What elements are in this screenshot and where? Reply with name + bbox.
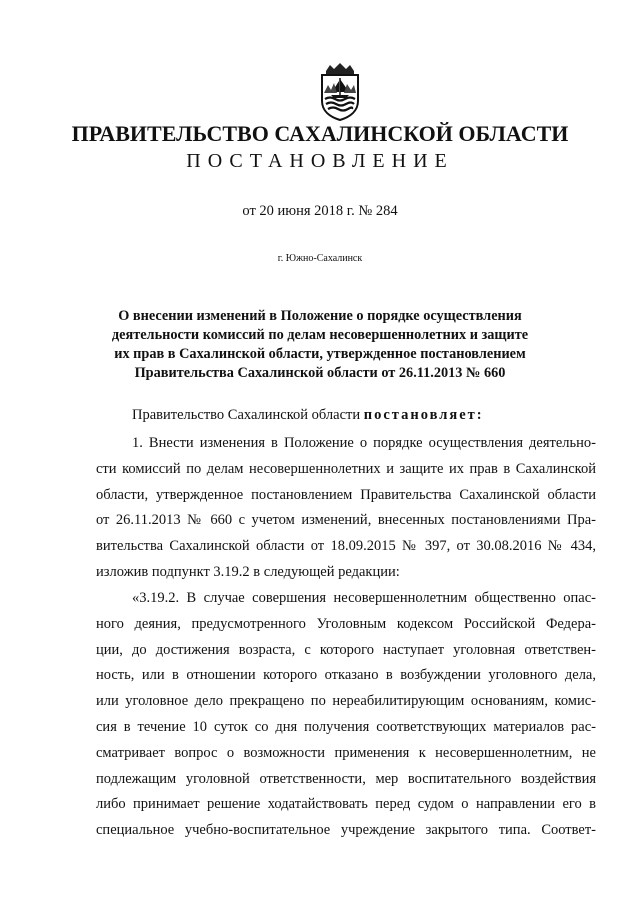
item-1-line: области, утвержденное постановлением Правительства Сахалинской области	[96, 486, 596, 503]
item-1	[96, 431, 596, 586]
item-1-line: сти комиссий по делам несовершеннолетних и защите их прав в Сахалинской	[96, 460, 596, 477]
item-1-line: вительства Сахалинской области от 18.09.2015 № 397, от 30.08.2016 № 434,	[96, 538, 596, 555]
quote-line: «3.19.2. В случае совершения несовершеннолетним общественно опас-	[132, 590, 596, 606]
quote-line: сия в течение 10 суток со дня получения соответствующих материалов рас-	[96, 718, 596, 735]
preamble	[96, 403, 596, 429]
government-title: ПРАВИТЕЛЬСТВО САХАЛИНСКОЙ ОБЛАСТИ	[71, 121, 569, 146]
preamble-line	[96, 403, 596, 429]
quote-line: подлежащим уголовной ответственности, мер воспитательного воздействия	[96, 770, 596, 787]
quote-line: либо принимает решение ходатайствовать перед судом о направлении его в	[96, 796, 596, 813]
quote-line: сматривает вопрос о возможности применения к несовершеннолетним, не	[96, 744, 596, 761]
quote-line: ции, до достижения возраста, с которого наступает уголовная ответствен-	[96, 641, 596, 658]
preamble-emphasis: постановляет:	[363, 407, 484, 423]
heading-line: О внесении изменений в Положение о порядке осуществления	[118, 308, 522, 324]
item-1-line: изложив подпункт 3.19.2 в следующей редакции:	[96, 563, 400, 580]
quote-line: специальное учебно-воспитательное учреждение закрытого типа. Соответ-	[96, 822, 596, 839]
heading-line: Правительства Сахалинской области от 26.11.2013 № 660	[134, 365, 506, 381]
coat-of-arms-icon	[316, 63, 364, 121]
quote-line: ного деяния, предусмотренного Уголовным кодексом Российской Федера-	[96, 615, 596, 632]
document-type: ПОСТАНОВЛЕНИЕ	[186, 150, 454, 172]
document-city: г. Южно-Сахалинск	[277, 253, 363, 264]
document-date-number: от 20 июня 2018 г. № 284	[242, 203, 398, 219]
heading-line: деятельности комиссий по делам несовершеннолетних и защите	[111, 327, 529, 343]
document-heading	[110, 307, 530, 383]
preamble-text: Правительство Сахалинской области	[132, 407, 364, 423]
quote-line: или уголовное дело прекращено по нереабилитирующим основаниям, комис-	[96, 693, 596, 710]
quoted-subclause	[96, 586, 596, 844]
item-1-line: от 26.11.2013 № 660 с учетом изменений, внесенных постановлениями Пра-	[96, 512, 596, 529]
heading-line: их прав в Сахалинской области, утвержденное постановлением	[114, 346, 526, 362]
item-1-line: 1. Внести изменения в Положение о порядке осуществления деятельно-	[132, 435, 596, 451]
quote-line: ность, или в отношении которого отказано в возбуждении уголовного дела,	[96, 667, 596, 684]
